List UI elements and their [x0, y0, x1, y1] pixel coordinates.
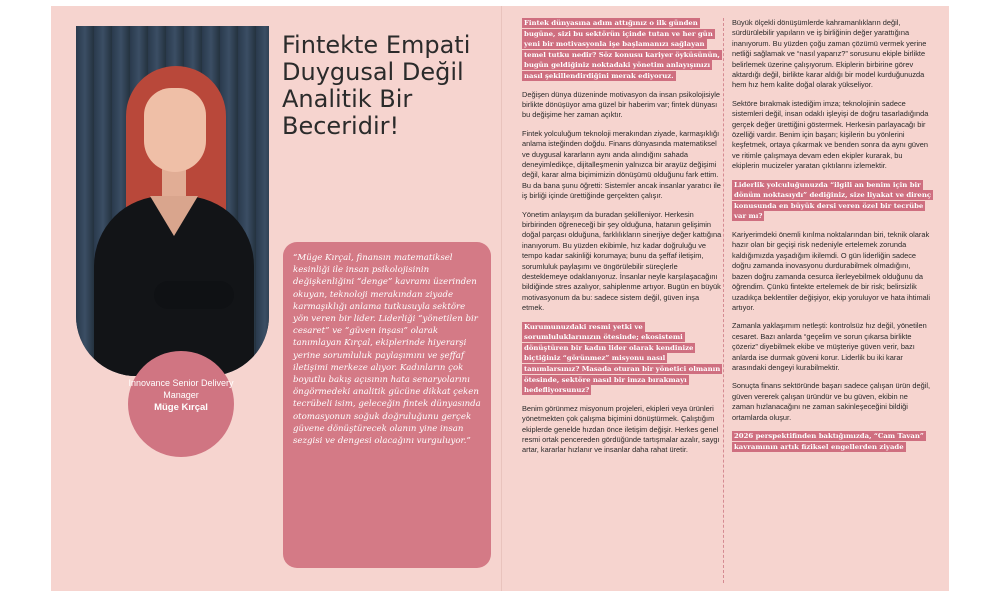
text-column-1	[522, 18, 722, 464]
question-text: Kurumunuzdaki resmi yetki ve sorumluluklarınızın ötesinde; ekosistemi dönüştüren bir kadın lider olarak kendinize biçtiğiniz “görünmez” misyonu nasıl tanımlarsınız? Masada oturan bir yönetici olmanın ötesinde, sektöre nasıl bir imza bırakmayı hedefliyorsunuz?	[524, 322, 721, 395]
body-paragraph: Büyük ölçekli dönüşümlerde kahramanlıkların değil, sürdürülebilir yapıların ve iş birliğinin değer yarattığına inanıyorum. Bu yüzden çoğu zaman çözümü vermek yerine netliği sağlamak ve “nasıl yaparız?” sorusunu ekiple birlikte belirlemek üzerine çalışıyorum. Ekiplerin birbirine görev aktardığı değil, birlikte karar aldığı bir model kurduğunuzda hem hız hem kalite doğal olarak yükseliyor.	[732, 18, 927, 90]
body-paragraph: Sonuçta finans sektöründe başarı sadece çalışan ürün değil, güven vererek çalışan üründür ve bu güven, ekibin ne zaman hızlanacağını ne zaman sakinleşeceğini bildiği ortamlarda oluşur.	[732, 381, 931, 422]
right-page	[501, 6, 949, 591]
body-paragraph: Kariyerimdeki önemli kırılma noktalarından biri, teknik olarak hazır olan bir geçişi risk nedeniyle ertelemek zorunda kaldığımızda yaşadığım ikilemdi. O gün liderliğin sadece doğru zamanda inovasyonu durdurabilmek olmadığını, bazen doğru zamanda cesurca ilerleyebilmek olduğunu da öğrendim. Çünkü fintekte ertelemek de bir risk; belirsizlik uzadıkça beklentiler değişiyor, ekip yoruluyor ve hata ihtimali artıyor.	[732, 230, 931, 312]
badge-name: Müge Kırçal	[154, 402, 208, 413]
question-text: 2026 perspektifinden baktığımızda, “Cam Tavan” kavramının artık fiziksel engellerden ziyade	[734, 431, 924, 451]
pull-quote-text: “Müge Kırçal, finansın matematiksel kesinliği ile insan psikolojisinin değişkenliğini “denge” kavramı üzerinden okuyan, teknoloji merakından ziyade karmaşıklığı anlama tutkusuyla sektöre yön veren bir lider. Liderliği “yönetilen bir cesaret” ve “güven inşası” olarak tanımlayan Kırçal, ekiplerinde hiyerarşi yerine sorumluluk paylaşımını ve şeffaf iletişimi merkeze alıyor. Kadınların çok boyutlu bakış açısının hata senaryolarını öngörmedeki analitik gücüne dikkat çeken tecrübeli isim, geleceğin fintek dünyasında otomasyonun soğuk doğruluğunu gerçek güvene dönüştürecek olanın yine insan sezgisi ve dengesi olacağını vurguluyor.”	[293, 253, 481, 447]
body-paragraph: Değişen dünya düzeninde motivasyon da insan psikolojisiyle birlikte dönüşüyor ama güzel bir haberim var; fintek dünyası bu değişime her zaman açıktır.	[522, 89, 721, 120]
body-paragraph: Benim görünmez misyonum projeleri, ekipleri veya ürünleri yönetmekten çok çalışma biçimini dönüştürmek. Çalıştığım ekiplerde genelde hızdan önce iletişim değişir. Herkes genel resmi ortak pencereden gördüğünde tartışmalar azalır, saygı artar, kararlar hızlanır ve insanlar daha rahat üretir.	[522, 403, 720, 455]
article-headline: Fintekte Empati Duygusal Değil Analitik Bir Beceridir!	[282, 31, 471, 140]
question-highlight	[732, 431, 932, 452]
magazine-spread	[51, 6, 949, 591]
portrait-arm	[154, 281, 234, 309]
pull-quote-box	[283, 242, 491, 568]
body-paragraph: Fintek yolculuğum teknoloji merakından ziyade, karmaşıklığı anlama isteğinden doğdu. Finans dünyasında matematiksel ve duygusal kararların aynı anda alındığını sahada deneyimledikçe, dijitalleşmenin yalnızca bir arayüz değişimi değil, karar alma biçimimizin dönüşümü olduğunu fark ettim. Bu da bana şunu öğretti: Sistemler ancak insanlar yaratıcı ile iş birliği içinde ürettiğinde gerçekten çalışır.	[522, 128, 721, 201]
question-highlight	[522, 18, 722, 82]
body-paragraph: Yönetim anlayışım da buradan şekilleniyor. Herkesin birbirinden öğreneceği bir şey olduğuna, hatanın gelişimin doğal parçası olduğuna, farklılıkların sinerjiye değer kattığına inanıyorum. Bu yüzden ekibimle, hız kadar doğruluğu ve tempo kadar sakinliği korumaya; bunu da şeffaf iletişim, sorumluluk paylaşımı ve öngörülebilir süreçlerle desteklemeye odaklanıyoruz. İnsanlar neyle karşılaşacağını bildiğinde stres azalıyor, sahiplenme artıyor. Bugün en büyük motivasyonum da bu: sadece sistem değil, güven inşa etmek.	[522, 209, 722, 313]
body-paragraph: Sektöre bırakmak istediğim imza; teknolojinin sadece sistemleri değil, insan odaklı işleyişi de doğru tasarladığında gerçek değer ürettiğini göstermek. Herkesin parlayacağı bir özelliği vardır. Benim için başarı; kişilerin bu yönlerini keşfetmek, ortaya çıkarmak ve benden sonra da aynı güven ve ritimle çalışmaya devam eden ekipler kurarak, bu ekiplerin mucizeler yaratan çıktılarını izlemektir.	[732, 98, 929, 171]
body-paragraph: Zamanla yaklaşımım netleşti: kontrolsüz hız değil, yönetilen cesaret. Bazı anlarda “geçelim ve sorun çıkarsa birlikte çözeriz” diyebilmek ekibe ve müşteriye güven verir, bazı anlarda ise durmak güveni korur. Liderlik bu iki karar arasındaki dengeyi kurabilmektir.	[732, 321, 927, 372]
portrait-face	[144, 88, 206, 172]
text-column-2	[732, 18, 932, 460]
question-highlight	[732, 180, 932, 222]
question-text: Liderlik yolculuğunuzda “ilgili an benim için bir dönüm noktasıydı” dediğiniz, size liyakat ve direnç konusunda en büyük dersi veren özel bir tecrübe var mı?	[734, 180, 932, 221]
badge-role: Innovance Senior Delivery Manager	[128, 378, 234, 400]
column-divider	[723, 18, 724, 583]
left-page	[51, 6, 501, 591]
name-badge	[128, 351, 234, 457]
question-text: Fintek dünyasına adım attığınız o ilk günden bugüne, sizi bu sektörün içinde tutan ve her gün yeni bir motivasyonla işe başlamanızı sağlayan temel tutku nedir? Söz konusu kariyer öyküsünün, bugün geldiğiniz noktadaki yönetim anlayışınızı nasıl şekillendirdiğini merak ediyoruz.	[524, 19, 720, 80]
portrait-photo	[76, 26, 269, 376]
question-highlight	[522, 322, 722, 396]
